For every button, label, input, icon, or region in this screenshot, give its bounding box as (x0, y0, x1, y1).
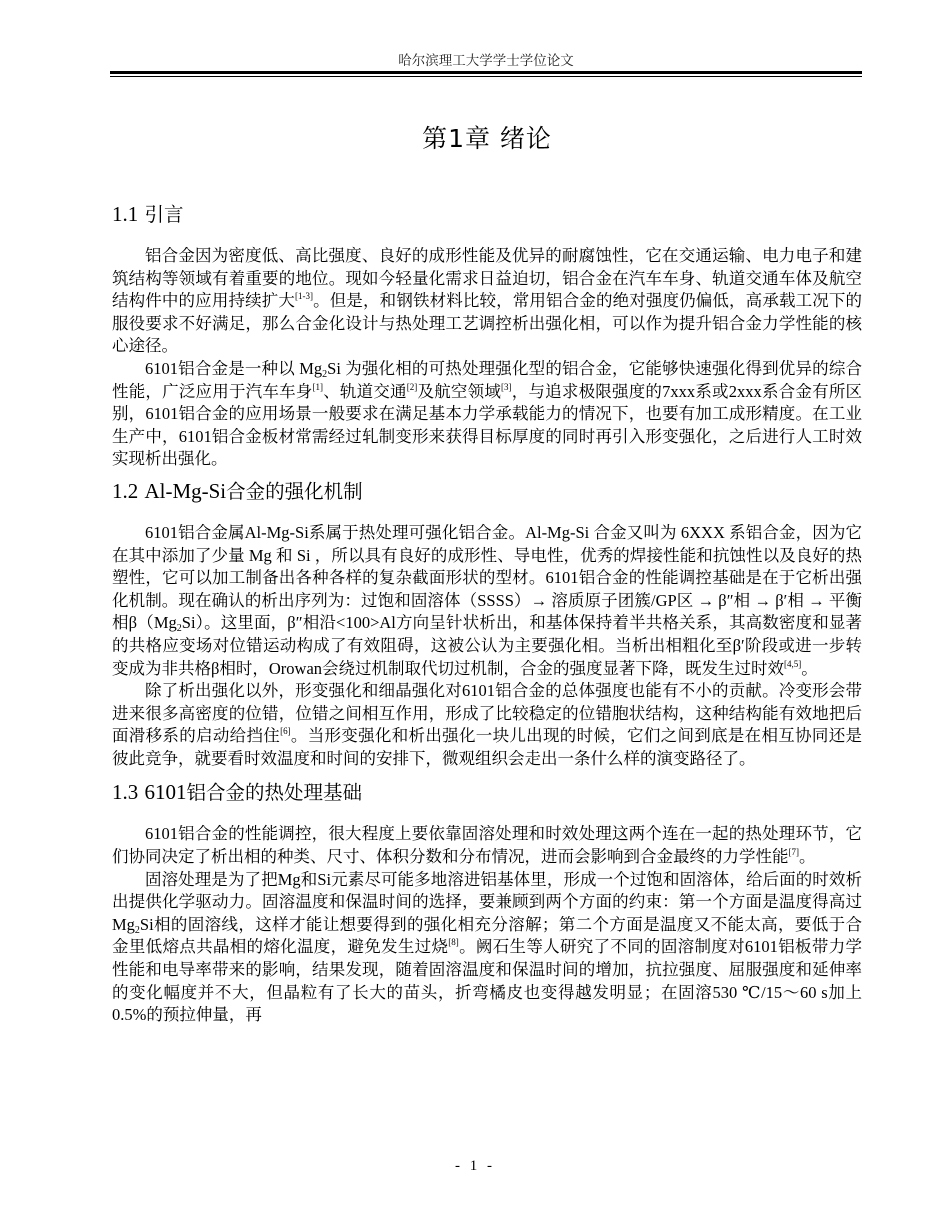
citation-ref: [4,5] (784, 658, 802, 669)
citation-ref: [1] (312, 381, 324, 392)
header-rule-thick (110, 71, 862, 74)
paragraph-text: 、轨道交通 (323, 381, 407, 401)
section-number: 1.2 (112, 478, 139, 503)
paragraph-text: Si）。这里面，β″相沿<100>Al方向呈针状析出，和基体保持着半共格关系，其高数密度和显著的共格应变场对位错运动构成了有效阻碍，这被公认为主要强化相。当析出相粗化至β′阶段或进一步转变成为非共格β相时，Orowan会绕过机制取代切过机制，合金的强度显著下降，既发生过时效 (112, 613, 862, 678)
paragraph-text: 。但是，和钢铁材料比较，常用铝合金的绝对强度仍偏低，高承载工况下的服役要求不好满足，那么合金化设计与热处理工艺调控析出强化相，可以作为提升铝合金力学性能的核心途径。 (112, 291, 863, 356)
paragraph-text: 固溶处理是为了把Mg和Si元素尽可能多地溶进铝基体里，形成一个过饱和固溶体，给后面的时效析出提供化学驱动力。固溶温度和保温时间的选择，要兼顾到两个方面的约束：第一个方面是温度得高过Mg (112, 869, 862, 934)
citation-ref: [7] (788, 847, 799, 858)
paragraph-text: 。 (801, 658, 818, 678)
section-title-latin: 6101 (144, 780, 187, 805)
paragraph-text: 及航空领域 (417, 381, 502, 401)
subscript: 2 (176, 623, 182, 635)
page-body (112, 78, 862, 1027)
paragraph-text: 6101铝合金属Al-Mg-Si系属于热处理可强化铝合金。Al-Mg-Si 合金又叫为 6XXX 系铝合金，因为它在其中添加了少量 Mg 和 Si ，所以具有良好的成形性、导电性，优秀的焊接性能和抗蚀性以及良好的热塑性，它可以加工制备出各种各样的复杂截面形状的型材。6101铝合金的性能调控基础是在于它析出强化机制。现在确认的析出序列为：过饱和固溶体（SSSS）→ 溶质原子团簇/GP区 → β″相 → β′相 → 平衡相β（Mg (112, 522, 862, 633)
paragraph-text: 6101铝合金的性能调控，很大程度上要依靠固溶处理和时效处理这两个连在一起的热处理环节，它们协同决定了析出相的种类、尺寸、体积分数和分布情况，进而会影响到合金最终的力学性能 (112, 824, 862, 867)
paragraph (112, 358, 862, 471)
paragraph (112, 680, 862, 770)
header-rule-thin (110, 76, 862, 77)
citation-ref: [3] (501, 381, 512, 392)
paragraph (112, 869, 862, 1027)
chapter-title: 第1章 绪论 (422, 124, 552, 153)
paragraph-text: 。当形变强化和析出强化一块儿出现的时候，它们之间到底是在相互协同还是彼此竞争，就要看时效温度和时间的安排下，微观组织会走出一条什么样的演变路径了。 (112, 726, 863, 768)
citation-ref: [2] (406, 381, 418, 392)
paragraph-text: Si 为强化相的可热处理强化型的铝合金，它能够快速强化得到优异的综合性能，广泛应用于汽车车身 (112, 358, 862, 401)
paragraph-text: 。阙石生等人研究了不同的固溶制度对6101铝板带力学性能和电导率带来的影响，结果发现，随着固溶温度和保温时间的增加，抗拉强度、屈服强度和延伸率的变化幅度并不大，但晶粒有了长大的苗头，折弯橘皮也变得越发明显；在固溶530 ℃/15～60 s加上0.5%的预拉伸量，再 (112, 937, 863, 1025)
paragraph-text: 铝合金因为密度低、高比强度、良好的成形性能及优异的耐腐蚀性，它在交通运输、电力电子和建筑结构等领域有着重要的地位。现如今轻量化需求日益迫切，铝合金在汽车车身、轨道交通车体及航空结构件中的应用持续扩大 (112, 246, 862, 311)
section-heading-1-3 (112, 778, 862, 807)
section-title-text: 铝合金的热处理基础 (186, 781, 362, 805)
page-number: - 1 - (455, 1158, 495, 1174)
citation-ref: [8] (448, 937, 459, 948)
section-heading-1-1 (112, 200, 862, 229)
running-header: 哈尔滨理工大学学士学位论文 (398, 53, 574, 68)
subscript: 2 (134, 924, 140, 936)
section-title-text: 引言 (144, 203, 184, 226)
paragraph (112, 823, 862, 868)
paragraph-text: Si相的固溶线，这样才能让想要得到的强化相充分溶解；第二个方面是温度又不能太高，要低于合金里低熔点共晶相的熔化温度，避免发生过烧 (112, 914, 862, 957)
paragraph-text: 。 (799, 847, 816, 867)
citation-ref: [6] (280, 726, 291, 737)
paragraph (112, 245, 862, 358)
section-number: 1.1 (112, 202, 139, 226)
paragraph-text: 6101铝合金是一种以 Mg (145, 358, 323, 378)
subscript: 2 (322, 368, 328, 380)
paragraph-text: ，与追求极限强度的7xxx系或2xxx系合金有所区别，6101铝合金的应用场景一般要求在满足基本力学承载能力的情况下，也要有加工成形精度。在工业生产中，6101铝合金板材常需经过轧制变形来获得目标厚度的同时再引入形变强化，之后进行人工时效实现析出强化。 (112, 381, 863, 469)
paragraph (112, 522, 862, 680)
section-heading-1-2 (112, 477, 862, 506)
paragraph-text: 除了析出强化以外，形变强化和细晶强化对6101铝合金的总体强度也能有不小的贡献。冷变形会带进来很多高密度的位错，位错之间相互作用，形成了比较稳定的位错胞状结构，这种结构能有效地把后面滑移系的启动给挡住 (112, 681, 862, 746)
section-title-latin: Al-Mg-Si (144, 478, 227, 503)
section-title-text: 合金的强化机制 (226, 479, 363, 503)
citation-ref: [1-3] (295, 291, 313, 302)
section-number: 1.3 (112, 780, 139, 805)
